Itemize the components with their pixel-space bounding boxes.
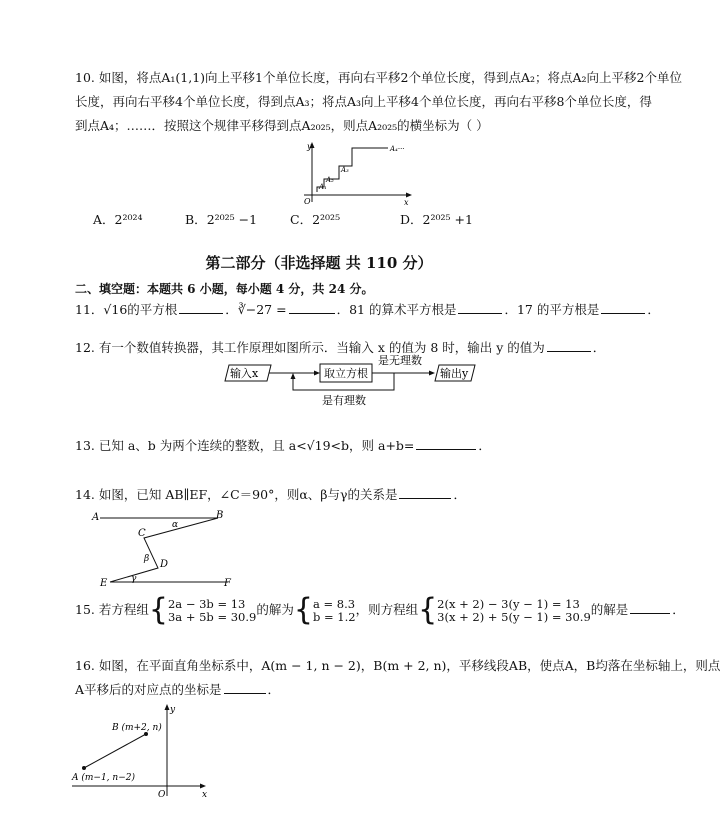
option-b[interactable]: B．2²⁰²⁵ −1 (185, 212, 258, 227)
q10-a3-label: A₃ (341, 166, 349, 174)
question-15: 15. 若方程组{2a − 3b = 13 3a + 5b = 30.9的解为{a = 8.3 b = 1.2，则方程组{2(x + 2) − 3(y − 1) = 13 3(x + 2) + 5(y − 1) = 30.9的解是 ． (75, 592, 685, 628)
system-2: a = 8.3 b = 1.2 (312, 596, 356, 624)
q10-origin-label: O (304, 197, 311, 206)
q13-blank[interactable] (416, 435, 476, 450)
svg-text:γ: γ (131, 574, 137, 584)
svg-text:x: x (202, 790, 208, 800)
svg-text:C: C (138, 528, 146, 539)
q14-blank[interactable] (399, 484, 451, 499)
q16-blank[interactable] (224, 679, 266, 694)
input-label: 输入x (230, 367, 259, 380)
q10-x-label: x (404, 198, 409, 207)
svg-text:B: B (216, 510, 224, 521)
section-fill-in-blank: 二、填空题：本题共 6 小题，每小题 4 分，共 24 分。 (75, 282, 374, 296)
output-label: 输出y (440, 367, 469, 380)
q11-blank-4[interactable] (601, 299, 645, 314)
q10-a4-label: A₄··· (390, 145, 405, 153)
svg-text:B (m+2, n): B (m+2, n) (112, 723, 162, 733)
q10-line-1: 10. 如图，将点A₁(1,1)向上平移1个单位长度，再向右平移2个单位长度，得到点A₂；将点A₂向上平移2个单位 (75, 70, 682, 85)
question-10 (75, 66, 682, 138)
svg-text:A (m−1, n−2): A (m−1, n−2) (72, 773, 135, 783)
q10-number: 10. (75, 70, 95, 85)
svg-text:y: y (170, 705, 176, 715)
svg-text:α: α (172, 520, 179, 530)
q11-blank-3[interactable] (458, 299, 502, 314)
svg-text:D: D (160, 559, 169, 570)
question-11: 11．√16的平方根 ．∛−27 = ．81 的算术平方根是 ．17 的平方根是 ． (75, 298, 620, 322)
irrational-label: 是无理数 (378, 354, 422, 367)
system-3: 2(x + 2) − 3(y − 1) = 13 3(x + 2) + 5(y − 1) = 30.9 (437, 596, 591, 624)
q10-staircase-figure (290, 140, 420, 208)
q11-blank-1[interactable] (179, 299, 223, 314)
part-2-title: 第二部分（非选择题 共 110 分） (205, 254, 433, 272)
svg-text:F: F (224, 578, 231, 589)
question-16: 16. 如图，在平面直角坐标系中，A(m − 1, n − 2)，B(m + 2, n)，平移线段AB，使点A，B均落在坐标轴上，则点 A平移后的对应点的坐标是 ． (75, 658, 720, 697)
q10-line-3: 到点A₄；……．按照这个规律平移得到点A₂₀₂₅，则点A₂₀₂₅的横坐标为（ ） (75, 118, 489, 133)
q10-a1-label: A₁ (319, 183, 327, 191)
q14-parallel-lines-figure (88, 506, 248, 590)
q10-y-label: y (307, 142, 312, 151)
q10-line-2: 长度，再向右平移4个单位长度，得到点A₃；将点A₃向上平移4个单位长度，再向右平移8个单位长度，得 (75, 94, 652, 109)
option-d[interactable]: D．2²⁰²⁵ +1 (400, 212, 473, 227)
segment-ab (84, 734, 146, 768)
svg-text:O: O (158, 790, 166, 800)
q10-a2-label: A₂ (326, 176, 334, 184)
point-a (82, 766, 86, 770)
option-c[interactable]: C．2²⁰²⁵ (290, 212, 341, 227)
question-13: 13. 已知 a、b 为两个连续的整数，且 a<√19<b，则 a+b= ． (75, 434, 620, 458)
question-14: 14. 如图，已知 AB∥EF，∠C＝90°，则α、β与γ的关系是 ． (75, 483, 620, 507)
rational-label: 是有理数 (322, 394, 366, 407)
svg-text:E: E (100, 578, 108, 589)
process-label: 取立方根 (324, 367, 368, 380)
q12-converter-diagram (220, 352, 490, 410)
svg-text:A: A (92, 512, 100, 523)
q12-blank[interactable] (547, 337, 591, 352)
q15-blank[interactable] (630, 599, 670, 614)
svg-text:β: β (144, 554, 150, 564)
option-a[interactable]: A．2²⁰²⁴ (93, 212, 143, 227)
question-12: 12. 有一个数值转换器，其工作原理如图所示．当输入 x 的值为 8 时，输出 y 的值为 ． (75, 336, 620, 360)
q16-coordinate-figure (68, 700, 218, 800)
system-1: 2a − 3b = 13 3a + 5b = 30.9 (167, 596, 257, 624)
q11-blank-2[interactable] (289, 299, 335, 314)
